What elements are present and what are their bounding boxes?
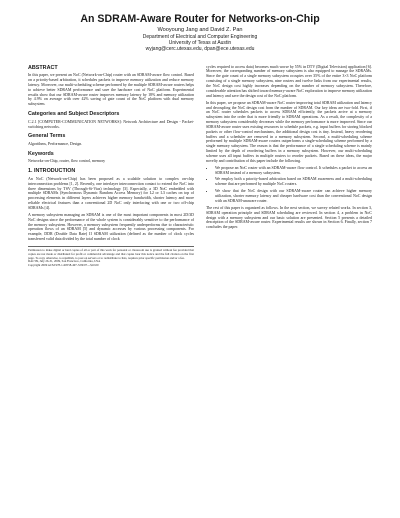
right-paragraph-2: In this paper, we propose an SDRAM-aware NoC router improving total SDRAM utilization and latency and decoupling the NoC design cost from the number of SDRAM. Our key ideas are two-fold. First, if an NoC router schedules packets to access SDRAM efficiently, the packets arrive at a memory subsystem into the order that is more friendly to SDRAM operations. As a result, the complexity of a memory subsystem considerably decreases while the memory performance is more improved. Since our SDRAM-aware router uses existing resources to schedule packets, e.g. input buffers for storing blocked packets or other flow-control mechanisms, the additional design cost is tiny. Instead, heavy reordering buffers and a scheduler are removed in a memory subsystem. Second, a multi-scheduling scheme performed by multiple SDRAM-aware routers outperforms a single-scheduling scheme performed by a single memory subsystem. The reason is that the performance of a single scheduling scheme is mainly limited by the depth of reordering buffers in a memory subsystem. However, our multi-scheduling scheme uses all input buffers in multiple routers to reorder packets. Based on these ideas, the major novelty and contribution of this paper include the following. xyxy=(206,99,372,163)
contribution-list xyxy=(206,166,372,204)
introduction-paragraph-1: An NoC (Network-on-Chip) has been proposed as a scalable solution to complex on-chip interconnection problems [1, 2]. Recently, one interlayer interconnection contact to extend the NoC into three dimensions by TSV (Through-Si-Vias) technology [3]. Especially, a 3D NoC embedded with multiple SDRAMs (Synchronous Dynamic Random Access Memory) for L2 or L3 caches on top of processing elements in different layers achieves higher memory bandwidth, shorter latency and more reliable electrical features than a conventional 2D NoC only interfacing with one or two off-chip SDRAMs [4]. xyxy=(28,175,194,210)
abstract-heading: ABSTRACT xyxy=(28,64,58,71)
list-item: • We employ both a priority-based arbitration based on SDRAM awareness and a multi-scheduling scheme that are performed by multiple NoC routers. xyxy=(215,177,372,187)
categories-heading: Categories and Subject Descriptors xyxy=(28,111,120,118)
affiliation-department: Department of Electrical and Computer Engineering xyxy=(142,34,258,40)
right-paragraph-3: The rest of this paper is organized as follows. In the next section, we survey related works. In section 3, SDRAM operation principle and SDRAM scheduling are reviewed. In section 4, a problem in NoC design with a memory subsystem and our basic solution are presented. Section 5 presents a detailed description of the SDRAM-aware router. Experimental results are shown in Section 6. Finally, section 7 concludes the paper. xyxy=(206,204,372,230)
body-columns xyxy=(28,65,372,268)
general-terms-heading: General Terms xyxy=(28,133,66,140)
abstract-text: In this paper, we present an NoC (Network-on-Chip) router with an SDRAM-aware flow control. Based on a priority-based arbitration, it schedules packets to improve memory utilization and reduce memory latency. Moreover, our multi-scheduling scheme performed by the multiple SDRAM-aware routers helps to achieve better SDRAM performance and save the hardware cost of NoC platform. Experimental results show that our SDRAM-aware router improves memory latency by 18% and memory utilization by 4.9% on average with over 42% saving of gate count of the NoC platform with dual memory subsystem. xyxy=(28,72,194,107)
left-column xyxy=(28,65,194,268)
copyright-line: Copyright 2009 ACM 978-1-60558-497-3/09/07....$10.00 xyxy=(28,263,99,268)
right-paragraph-1: cycles required to access data) becomes much worse by 55% in DTV (Digital Television) application [6]. Moreover, the corresponding number of memory subsystem is also equipped to manage the SDRAMs. Since the gate count of a single memory subsystem occupies over 35% of the entire 3×3 NoC platform consisting of a single memory subsystem, nine routers and twelve links from our experimental results, the NoC design cost highly increases depending on the number of memory subsystem. Therefore, considerable attention has shifted toward memory-aware NoC exploration to improve memory utilization and latency and save the design cost of the NoC platform. xyxy=(206,63,372,98)
keywords-heading: Keywords xyxy=(28,150,54,157)
permission-notice xyxy=(28,246,194,268)
right-column xyxy=(206,65,372,268)
list-item: • We propose an NoC router with an SDRAM-aware flow control. It schedules a packet to access an SDRAM instead of a memory subsystem. xyxy=(215,166,372,176)
categories-text: C.2.1 [COMPUTER-COMMUNICATION NETWORKS]: Network Architecture and Design - Packet-switching networks. xyxy=(28,118,194,129)
introduction-heading: 1. INTRODUCTION xyxy=(28,168,76,175)
paper-authors: Wooyoung Jang and David Z. Pan xyxy=(157,27,243,33)
permission-text: Permission to make digital or hard copies of all or part of this work for personal or classroom use is granted without fee provided that copies are not made or distributed for profit or commercial advantage and that copies bear this notice and the full citation on the first page. To copy otherwise, to republish, to post on servers or to redistribute to lists, requires prior specific permission and/or a fee. xyxy=(28,248,194,260)
introduction-paragraph-2: A memory subsystem managing an SDRAM is one of the most important components in most 2D/3D NoC designs since the performance of the whole system is considerably sensitive to the performance of the memory subsystem. However, a memory subsystem frequently underperforms due to characteristic operation flows of an SDRAM [5] and dynamic accesses by various processing components. For example, DDR (Double Data Rate) II SDRAM utilization (defined as the number of clock cycles transferred valid data divided by the total number of clock xyxy=(28,211,194,242)
keywords-text: Networks-on-Chip, router, flow control, memory xyxy=(28,158,106,164)
paper-title: An SDRAM-Aware Router for Networks-on-Chip xyxy=(80,13,320,25)
conference-line: DAC'09, July 26-31, 2009, San Francisco, California, USA xyxy=(28,259,101,264)
general-terms-text: Algorithms, Performance, Design. xyxy=(28,140,83,146)
list-item: • We show that the NoC design with our SDRAM-aware router can achieve higher memory utilization, shorter memory latency and cheaper hardware cost than the conventional NoC design with an SDRAM-unaware router. xyxy=(215,189,372,204)
affiliation-email: wyjang@cerc.utexas.edu, dpan@ece.utexas.edu xyxy=(145,46,255,53)
affiliation-university: University of Texas at Austin xyxy=(168,40,232,47)
